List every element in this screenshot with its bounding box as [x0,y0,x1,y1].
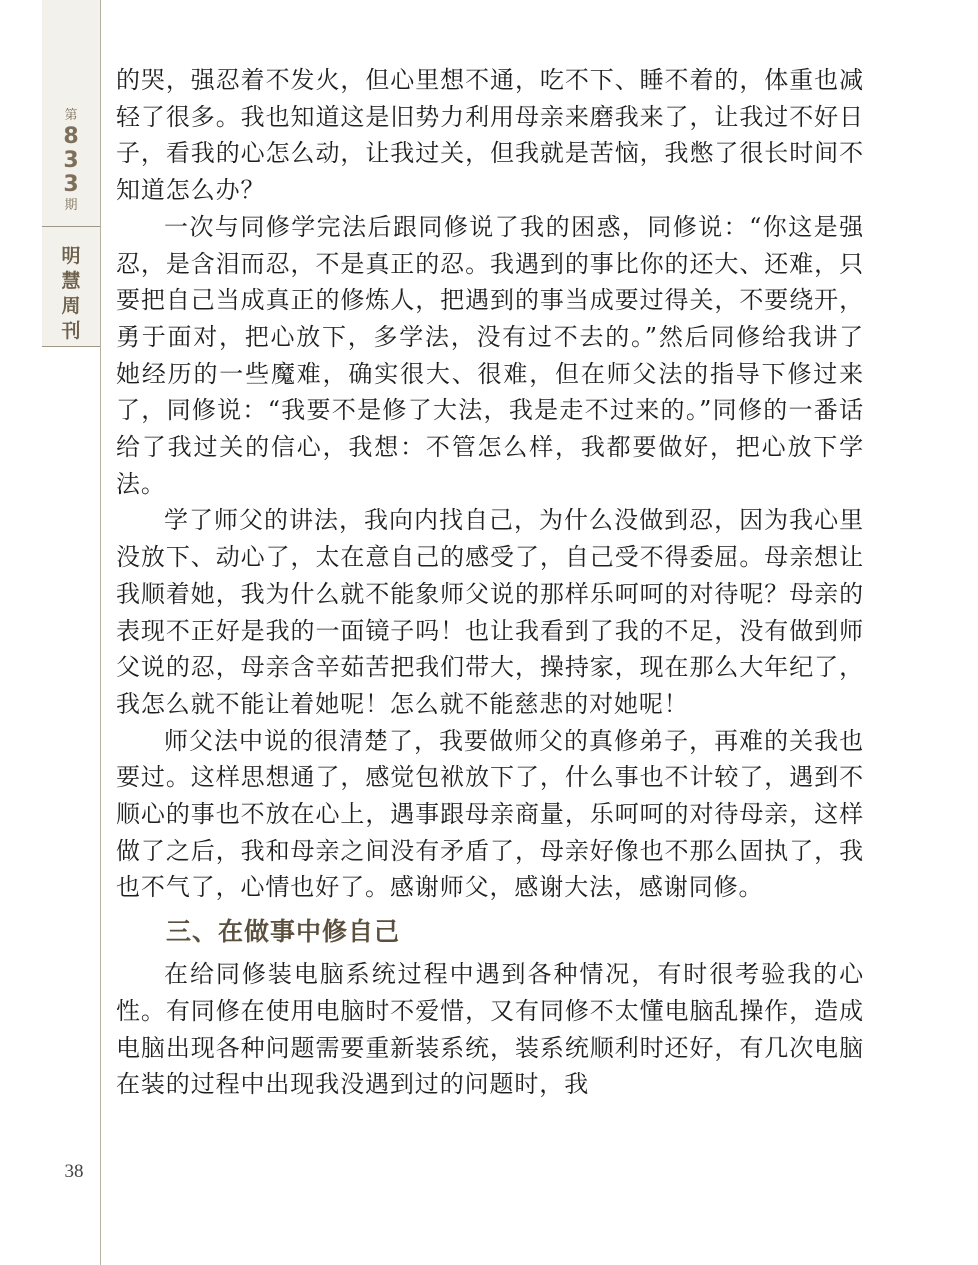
journal-title [42,244,100,344]
margin-rule [100,0,101,1265]
journal-char: 慧 [61,270,81,292]
sidebar-divider-bottom [42,346,100,347]
section-heading: 三、在做事中修自己 [166,917,401,947]
journal-char: 明 [61,245,81,267]
paragraph: 学了师父的讲法，我向内找自己，为什么没做到忍，因为我心里没放下、动心了，太在意自己的感受了，自己受不得委屈。母亲想让我顺着她，我为什么就不能象师父说的那样乐呵呵的对待呢？母亲的表现不正好是我的一面镜子吗！也让我看到了我的不足，没有做到师父说的忍，母亲含辛茹苦把我们带大，操持家，现在那么大年纪了，我怎么就不能让着她呢！怎么就不能慈悲的对她呢！ [116,506,864,718]
paragraph: 在给同修装电脑系统过程中遇到各种情况，有时很考验我的心性。有同修在使用电脑时不爱惜，又有同修不太懂电脑乱操作，造成电脑出现各种问题需要重新装系统，装系统顺利时还好，有几次电脑在装的过程中出现我没遇到过的问题时，我 [116,960,864,1099]
issue-prefix: 第 [64,108,78,123]
sidebar-divider-top [42,226,100,227]
page-number: 38 [64,1161,84,1182]
paragraph: 的哭，强忍着不发火，但心里想不通，吃不下、睡不着的，体重也减轻了很多。我也知道这是旧势力利用母亲来磨我来了，让我过不好日子，看我的心怎么动，让我过关，但我就是苦恼，我憋了很长时间不知道怎么办？ [116,66,864,205]
issue-digit: 3 [63,172,79,197]
issue-digit: 8 [63,124,79,149]
journal-char: 周 [61,295,81,317]
journal-char: 刊 [61,320,81,342]
issue-suffix: 期 [64,198,78,213]
issue-digit: 3 [63,148,79,173]
paragraph: 师父法中说的很清楚了，我要做师父的真修弟子，再难的关我也要过。这样思想通了，感觉包袱放下了，什么事也不计较了，遇到不顺心的事也不放在心上，遇事跟母亲商量，乐呵呵的对待母亲，这样做了之后，我和母亲之间没有矛盾了，母亲好像也不那么固执了，我也不气了，心情也好了。感谢师父，感谢大法，感谢同修。 [116,726,864,902]
paragraph: 一次与同修学完法后跟同修说了我的困惑，同修说：“你这是强忍，是含泪而忍，不是真正的忍。我遇到的事比你的还大、还难，只要把自己当成真正的修炼人，把遇到的事当成要过得关，不要绕开，勇于面对，把心放下，多学法，没有过不去的。”然后同修给我讲了她经历的一些魔难，确实很大、很难，但在师父法的指导下修过来了，同修说：“我要不是修了大法，我是走不过来的。”同修的一番话给了我过关的信心，我想：不管怎么样，我都要做好，把心放下学法。 [116,212,864,498]
article-body [116,62,864,1103]
issue-number [42,108,100,214]
